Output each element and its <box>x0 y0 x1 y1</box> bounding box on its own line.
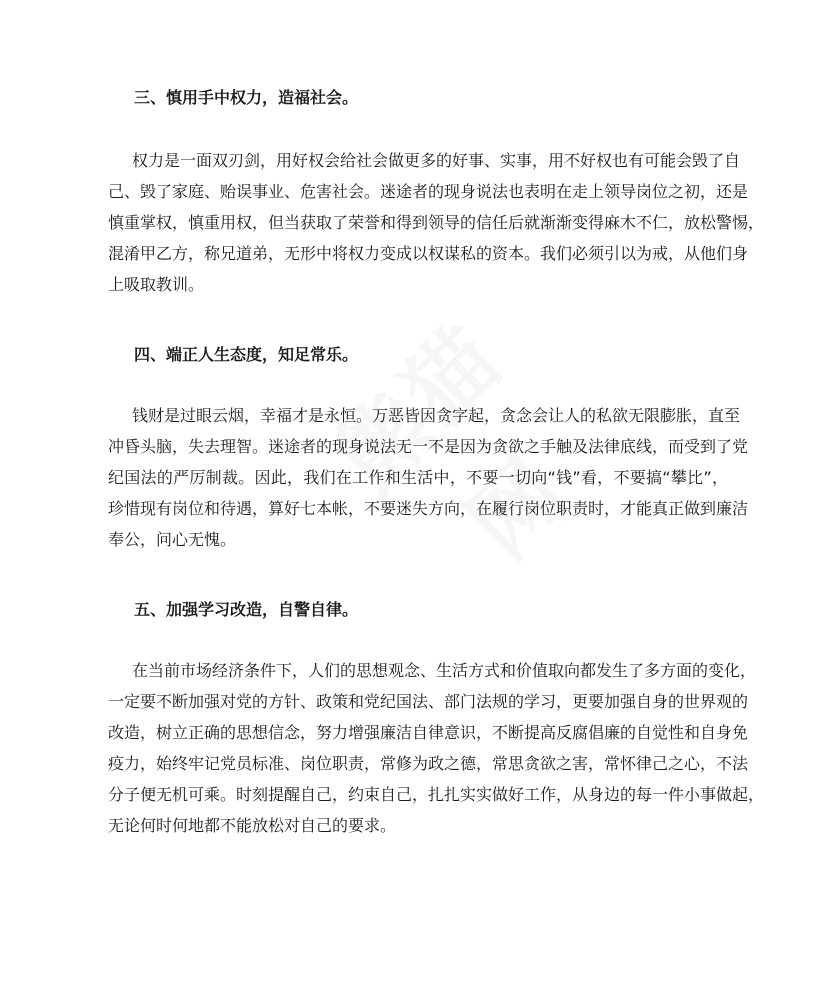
paragraph-line: 疫力，始终牢记党员标准、岗位职责，常修为政之德，常思贪欲之害，常怀律己之心，不法 <box>108 754 749 773</box>
paragraph-line: 混淆甲乙方，称兄道弟，无形中将权力变成以权谋私的资本。我们必须引以为戒，从他们身 <box>108 244 749 263</box>
paragraph-line: 上吸取教训。 <box>108 275 205 294</box>
paragraph-line: 珍惜现有岗位和待遇，算好七本帐，不要迷失方向，在履行岗位职责时，才能真正做到廉洁 <box>108 499 749 518</box>
paragraph-line: 纪国法的严厉制裁。因此，我们在工作和生活中，不要一切向“钱”看，不要搞“攀比”， <box>108 468 728 487</box>
section-paragraph-4 <box>108 400 749 555</box>
paragraph-line: 己、毁了家庭、贻误事业、危害社会。迷途者的现身说法也表明在走上领导岗位之初，还是 <box>108 182 749 201</box>
section-heading-3: 三、慎用手中权力，造福社会。 <box>134 88 359 107</box>
paragraph-line: 一定要不断加强对党的方针、政策和党纪国法、部门法规的学习，更要加强自身的世界观的 <box>108 692 749 711</box>
section-paragraph-5 <box>108 655 765 841</box>
paragraph-line: 权力是一面双刃剑，用好权会给社会做更多的好事、实事，用不好权也有可能会毁了自 <box>132 151 741 170</box>
paragraph-line: 钱财是过眼云烟，幸福才是永恒。万恶皆因贪字起，贪念会让人的私欲无限膨胀，直至 <box>132 406 741 425</box>
paragraph-line: 无论何时何地都不能放松对自己的要求。 <box>108 816 397 835</box>
section-paragraph-3 <box>108 145 765 300</box>
paragraph-line: 改造，树立正确的思想信念，努力增强廉洁自律意识，不断提高反腐倡廉的自觉性和自身免 <box>108 723 749 742</box>
section-heading-4: 四、端正人生态度，知足常乐。 <box>134 345 359 364</box>
paragraph-line: 冲昏头脑，失去理智。迷途者的现身说法无一不是因为贪欲之手触及法律底线，而受到了党 <box>108 437 749 456</box>
paragraph-line: 分子便无机可乘。时刻提醒自己，约束自己，扎扎实实做好工作，从身边的每一件小事做起， <box>108 785 765 804</box>
section-heading-5: 五、加强学习改造，自警自律。 <box>134 600 359 619</box>
paragraph-line: 在当前市场经济条件下，人们的思想观念、生活方式和价值取向都发生了多方面的变化， <box>132 661 757 680</box>
paragraph-line: 奉公，问心无愧。 <box>108 530 237 549</box>
paragraph-line: 慎重掌权，慎重用权，但当获取了荣誉和得到领导的信任后就渐渐变得麻木不仁，放松警惕， <box>108 213 765 232</box>
